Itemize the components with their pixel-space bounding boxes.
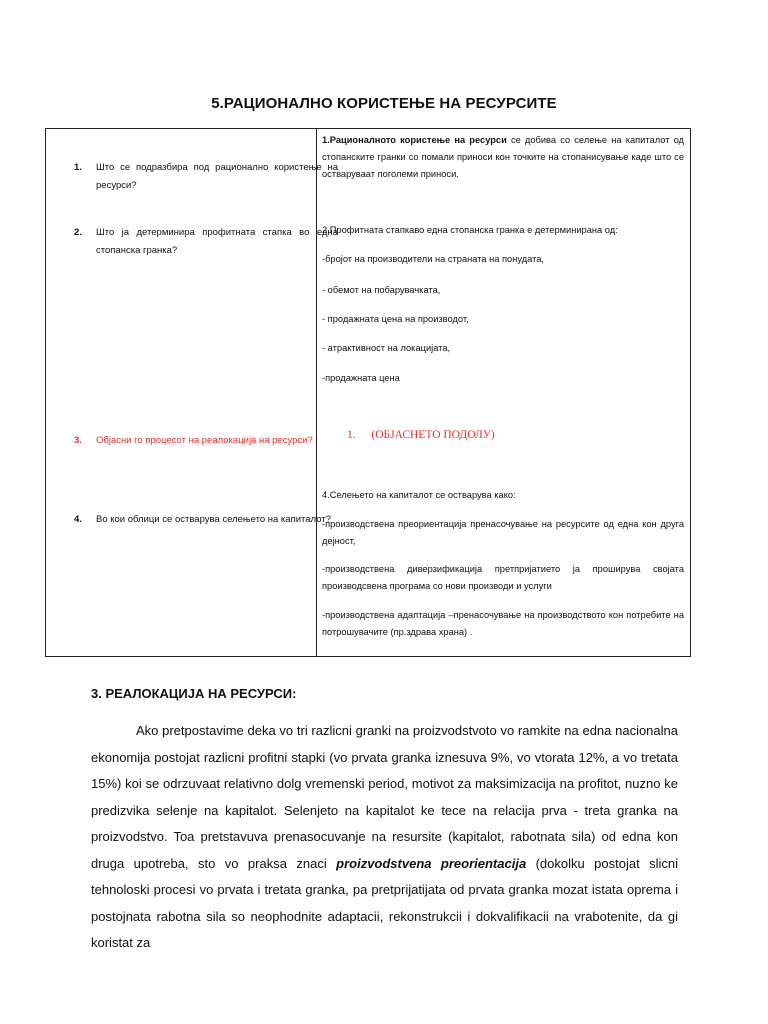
answer-4-heading: 4.Селењето на капиталот се остварува како: — [322, 490, 516, 500]
paragraph-text-2: (dokolku postojat slicni tehnoloski procesi vo prvata i tretata granka, pa pretprijatijata od prvata granka mozat istata oprema i postojnata rabotna sila so neophodnite adaptacii, rekonstrukcii i dokvalifikacii na vrabotenite, da gi koristat za — [91, 855, 678, 950]
question-2-text: Што ја детерминира профитната стапка во една стопанска гранка? — [96, 227, 338, 256]
answer-4-item: -производствена диверзификација претпријатието ја проширува својата производсвена програма со нови производи и услуги — [322, 564, 684, 591]
answer-1 — [322, 132, 684, 183]
section-heading: 3. РЕАЛОКАЦИЈА НА РЕСУРСИ: — [91, 686, 297, 701]
question-1-number: 1. — [74, 162, 82, 173]
question-2-number: 2. — [74, 227, 82, 238]
answer-4-item: -производствена адаптација –пренасочување на производството кон потребите на потрошувачите (пр.здрава храна) . — [322, 610, 684, 637]
question-3-number: 3. — [74, 435, 82, 446]
answer-2-item: -бројот на производители на страната на понудата, — [322, 254, 544, 264]
answer-3-text: (ОБЈАСНЕТО ПОДОЛУ) — [371, 429, 495, 441]
answer-2-item: - продажната цена на производот, — [322, 314, 469, 324]
qa-table — [45, 128, 691, 657]
answer-2-item: -продажната цена — [322, 373, 400, 383]
column-divider — [316, 129, 317, 656]
paragraph-emphasis: proizvodstvena preorientacija — [336, 855, 527, 871]
question-4-text: Во кои облици се остварува селењето на капиталот? — [96, 514, 331, 525]
answer-3 — [347, 427, 709, 444]
body-paragraph — [91, 718, 678, 957]
question-1-text: Што се подразбира под рационално користење на ресурси? — [96, 162, 338, 191]
paragraph-text-1: Ako pretpostavime deka vo tri razlicni granki na proizvodstvoto vo ramkite na edna nacionalna ekonomija postojat razlicni profitni stapki (vo prvata granka iznesuva 9%, vo vtorata 12%, a vo tretata 15%) koi se odrzuvaat relativno dolg vremenski period, motivot za maksimizacija na profitot, nuzno ke predizvika selenje na kapitalot. Selenjeto na kapitalot ke tece na relacija prva - treta granka na proizvodstvo. Toa pretstavuva prenasocuvanje na resursite (kapitalot, rabotnata sila) od edna kon druga upotreba, sto vo praksa znaci — [91, 723, 678, 871]
answer-4-item: -производствена преориентација пренасочување на ресурсите од една кон друга дејност, — [322, 519, 684, 546]
answer-1-text: се добива со селење на капиталот од стопанските гранки со помали приноси кон точките на стопанисување каде што се остваруваат поголеми приноси. — [322, 135, 684, 179]
question-3-text: Објасни го процесот на реалокација на ресурси? — [96, 435, 313, 446]
answer-2-item: - обемот на побарувачката, — [322, 285, 441, 295]
answer-2-heading: 2.Профитната стапкаво една стопанска гранка е детерминирана од: — [322, 225, 618, 235]
answer-3-number: 1. — [347, 429, 356, 441]
answer-1-lead: 1.Рационалното користење на ресурси — [322, 135, 507, 145]
question-4-number: 4. — [74, 514, 82, 525]
answer-2-item: - атрактивност на локацијата, — [322, 343, 451, 353]
page-title: 5.РАЦИОНАЛНО КОРИСТЕЊЕ НА РЕСУРСИТЕ — [211, 95, 557, 112]
